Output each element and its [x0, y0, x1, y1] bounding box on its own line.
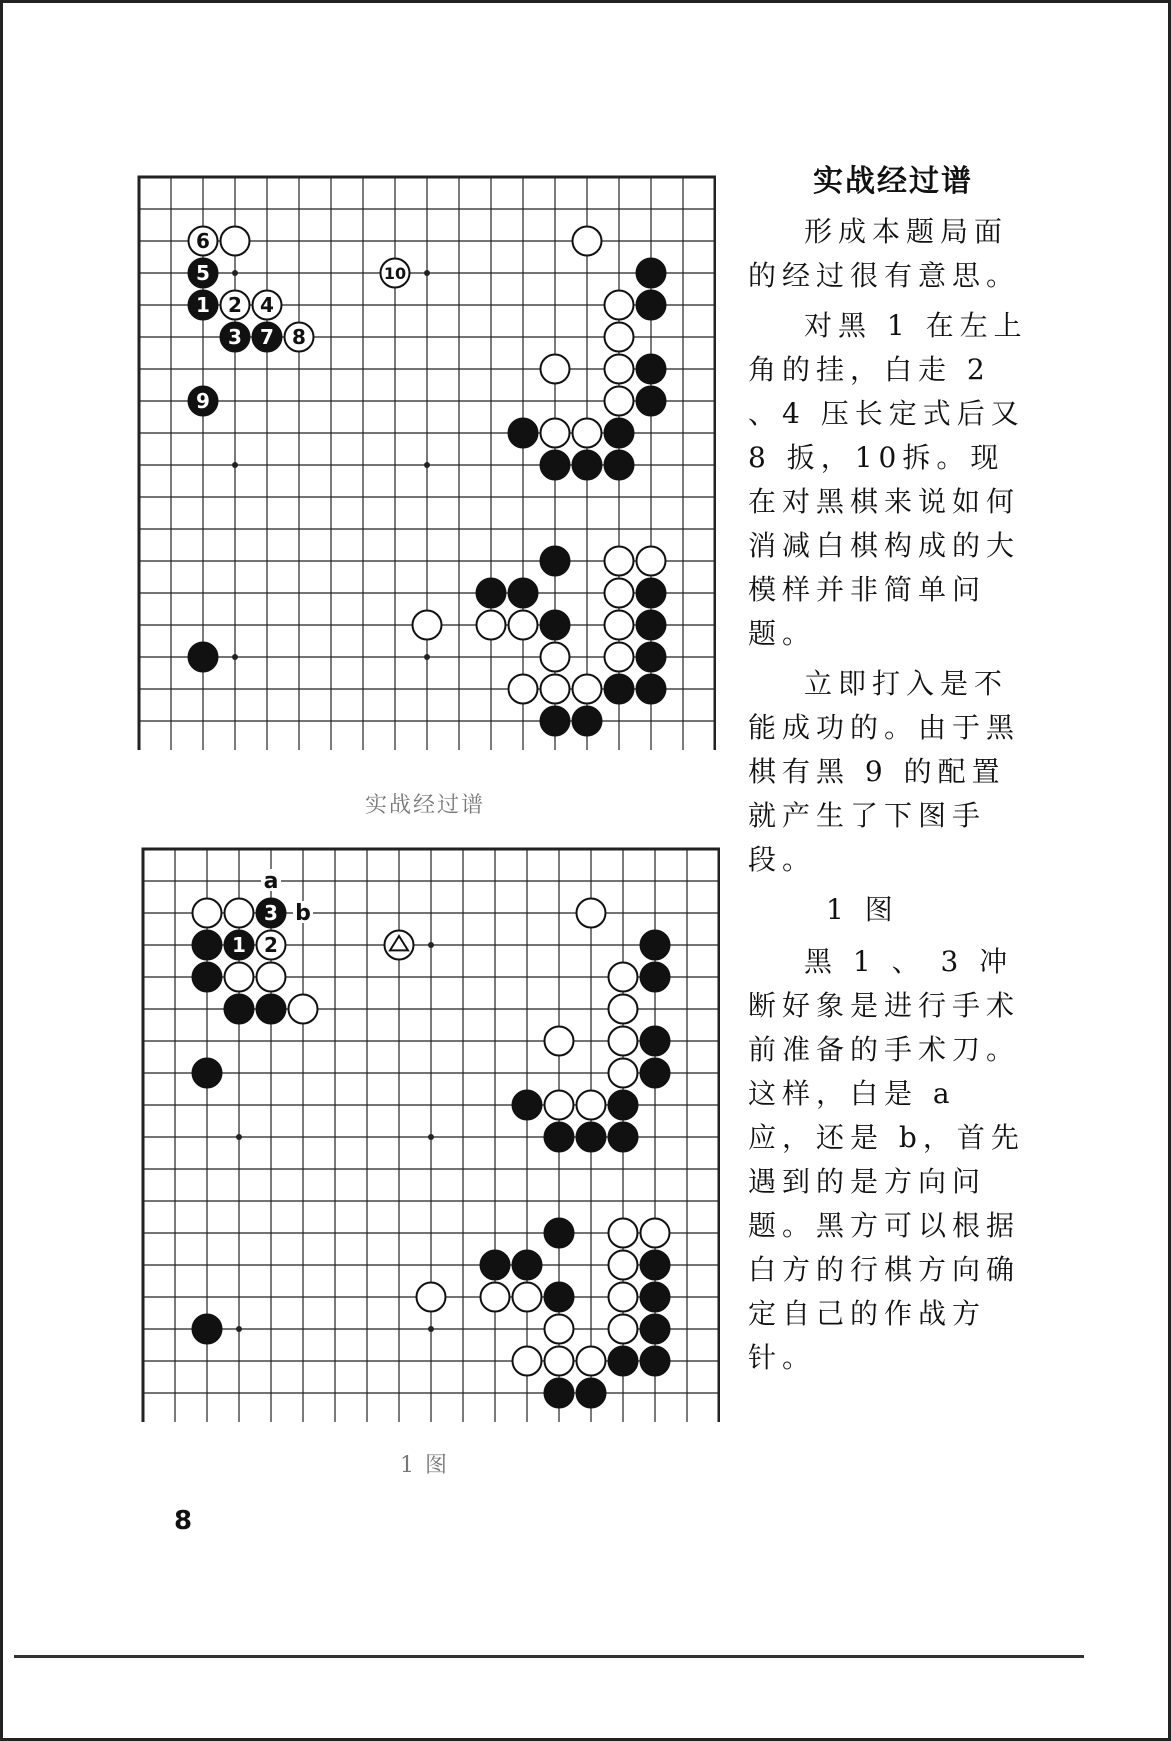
paragraph: 对黑 1 在左上角的挂，白走 2 、4 压长定式后又 8 扳，10拆。现在对黑棋来说如何消减白棋构成的大模样并非简单问题。	[748, 309, 1028, 650]
black-stone	[193, 963, 222, 992]
white-stone	[605, 579, 634, 608]
black-stone	[605, 451, 634, 480]
black-stone	[253, 323, 282, 352]
white-stone	[541, 355, 570, 384]
white-stone	[573, 419, 602, 448]
white-stone	[545, 1091, 574, 1120]
black-stone	[477, 579, 506, 608]
white-stone	[545, 1347, 574, 1376]
white-stone	[257, 931, 286, 960]
black-stone	[609, 1123, 638, 1152]
black-stone	[609, 1091, 638, 1120]
white-stone	[513, 1283, 542, 1312]
white-stone	[481, 1283, 510, 1312]
point-label-b: b	[295, 901, 311, 926]
paragraph: 立即打入是不能成功的。由于黑棋有黑 9 的配置就产生了下图手段。	[748, 667, 1021, 876]
white-stone	[509, 675, 538, 704]
black-stone	[637, 259, 666, 288]
black-stone	[641, 963, 670, 992]
black-stone	[641, 1347, 670, 1376]
white-stone	[605, 323, 634, 352]
page-number: 8	[174, 1506, 193, 1536]
black-stone	[541, 707, 570, 736]
white-stone	[381, 259, 410, 288]
black-stone	[641, 1283, 670, 1312]
black-stone	[637, 643, 666, 672]
white-stone	[289, 995, 318, 1024]
white-stone	[573, 675, 602, 704]
white-stone	[285, 323, 314, 352]
point-label-a: a	[263, 869, 279, 894]
white-stone	[609, 1027, 638, 1056]
black-stone	[545, 1379, 574, 1408]
black-stone	[189, 643, 218, 672]
white-stone	[545, 1315, 574, 1344]
star-point	[232, 654, 238, 660]
section-heading: 实战经过谱	[813, 164, 973, 199]
white-stone	[577, 1347, 606, 1376]
black-stone	[573, 451, 602, 480]
star-point	[232, 462, 238, 468]
black-stone	[641, 1027, 670, 1056]
white-stone	[605, 387, 634, 416]
black-stone	[513, 1251, 542, 1280]
white-stone	[189, 227, 218, 256]
star-point	[428, 1326, 434, 1332]
white-stone	[225, 899, 254, 928]
black-stone	[189, 259, 218, 288]
white-stone	[609, 1059, 638, 1088]
black-stone	[577, 1379, 606, 1408]
board-caption-2: 1 图	[400, 1453, 449, 1478]
move-number: 1	[232, 933, 246, 958]
white-stone	[385, 931, 414, 960]
black-stone	[545, 1283, 574, 1312]
star-point	[236, 1134, 242, 1140]
move-number: 5	[196, 261, 210, 286]
star-point	[424, 462, 430, 468]
black-stone	[641, 931, 670, 960]
board-caption-1: 实战经过谱	[365, 793, 486, 818]
white-stone	[541, 675, 570, 704]
black-stone	[189, 291, 218, 320]
star-point	[236, 1326, 242, 1332]
black-stone	[637, 611, 666, 640]
black-stone	[609, 1347, 638, 1376]
white-stone	[609, 1283, 638, 1312]
black-stone	[509, 579, 538, 608]
black-stone	[641, 1251, 670, 1280]
white-stone	[541, 419, 570, 448]
move-number: 6	[196, 229, 210, 254]
move-number: 3	[264, 901, 278, 926]
move-number: 2	[264, 933, 278, 958]
figure-heading: 1 图	[826, 893, 899, 926]
white-stone	[605, 291, 634, 320]
white-stone	[605, 547, 634, 576]
white-stone	[413, 611, 442, 640]
move-number: 1	[196, 293, 210, 318]
star-point	[424, 654, 430, 660]
white-stone	[605, 643, 634, 672]
bottom-rule	[14, 1655, 1084, 1658]
white-stone	[477, 611, 506, 640]
white-stone	[637, 547, 666, 576]
black-stone	[605, 675, 634, 704]
white-stone	[609, 1315, 638, 1344]
black-stone	[637, 675, 666, 704]
move-number: 8	[292, 325, 306, 350]
white-stone	[257, 963, 286, 992]
black-stone	[637, 355, 666, 384]
white-stone	[609, 1251, 638, 1280]
move-number: 4	[260, 293, 274, 318]
black-stone	[605, 419, 634, 448]
black-stone	[513, 1091, 542, 1120]
black-stone	[541, 547, 570, 576]
black-stone	[481, 1251, 510, 1280]
go-board-actual-game	[136, 174, 716, 750]
go-board-figure-1	[140, 846, 720, 1422]
black-stone	[509, 419, 538, 448]
black-stone	[641, 1315, 670, 1344]
white-stone	[609, 995, 638, 1024]
black-stone	[637, 579, 666, 608]
commentary-column	[748, 160, 1028, 1386]
star-point	[428, 1134, 434, 1140]
star-point	[232, 270, 238, 276]
white-stone	[577, 1091, 606, 1120]
black-stone	[257, 995, 286, 1024]
white-stone	[605, 355, 634, 384]
white-stone	[541, 643, 570, 672]
white-stone	[513, 1347, 542, 1376]
white-stone	[193, 899, 222, 928]
paragraph: 黑 1 、 3 冲断好象是进行手术前准备的手术刀。这样，白是 a 应，还是 b，首先遇到的是方向问题。黑方可以根据白方的行棋方向确定自己的作战方针。	[748, 945, 1025, 1374]
black-stone	[193, 1059, 222, 1088]
move-number: 9	[196, 389, 210, 414]
black-stone	[193, 1315, 222, 1344]
black-stone	[541, 451, 570, 480]
move-number: 3	[228, 325, 242, 350]
black-stone	[193, 931, 222, 960]
white-stone	[609, 963, 638, 992]
move-number: 2	[228, 293, 242, 318]
white-stone	[573, 227, 602, 256]
white-stone	[225, 963, 254, 992]
white-stone	[253, 291, 282, 320]
black-stone	[221, 323, 250, 352]
move-number: 10	[383, 263, 407, 283]
white-stone	[221, 291, 250, 320]
paragraph: 形成本题局面的经过很有意思。	[748, 215, 1021, 292]
black-stone	[257, 899, 286, 928]
white-stone	[609, 1219, 638, 1248]
black-stone	[637, 291, 666, 320]
black-stone	[189, 387, 218, 416]
white-stone	[221, 227, 250, 256]
black-stone	[641, 1059, 670, 1088]
black-stone	[545, 1123, 574, 1152]
white-stone	[417, 1283, 446, 1312]
black-stone	[545, 1219, 574, 1248]
white-stone	[509, 611, 538, 640]
black-stone	[541, 611, 570, 640]
black-stone	[637, 387, 666, 416]
black-stone	[577, 1123, 606, 1152]
white-stone	[641, 1219, 670, 1248]
black-stone	[225, 931, 254, 960]
star-point	[424, 270, 430, 276]
star-point	[428, 942, 434, 948]
white-stone	[545, 1027, 574, 1056]
black-stone	[573, 707, 602, 736]
black-stone	[225, 995, 254, 1024]
white-stone	[577, 899, 606, 928]
move-number: 7	[260, 325, 274, 350]
white-stone	[605, 611, 634, 640]
